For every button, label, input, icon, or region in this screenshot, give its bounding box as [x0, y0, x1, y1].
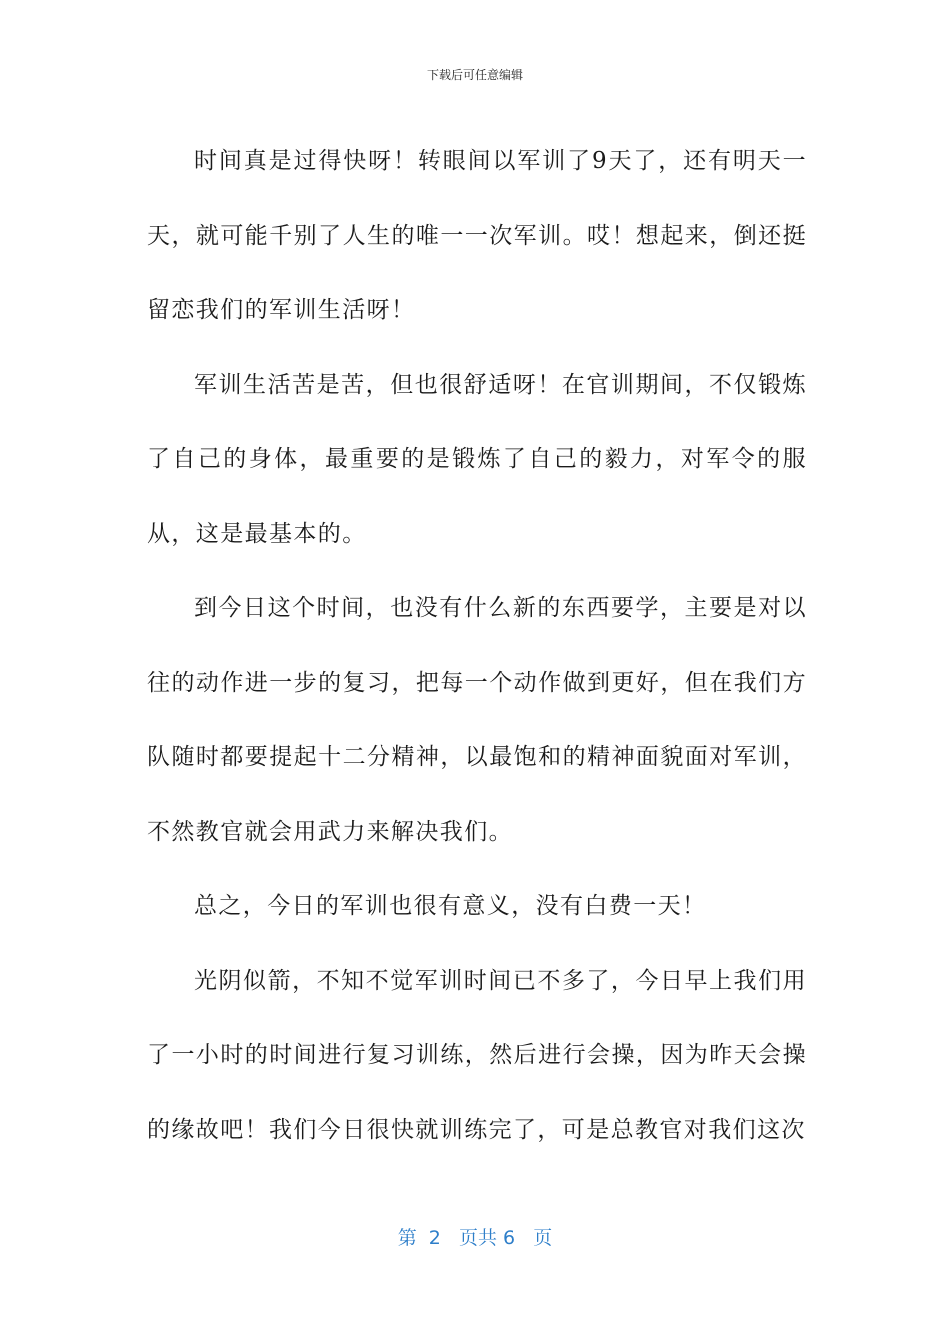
paragraph: 光阴似箭，不知不觉军训时间已不多了，今日早上我们用了一小时的时间进行复习训练，然后进行会操，因为昨天会操的缘故吧！我们今日很快就训练完了，可是总教官对我们这次 — [147, 967, 807, 1143]
paragraph: 到今日这个时间，也没有什么新的东西要学，主要是对以往的动作进一步的复习，把每一个动作做到更好，但在我们方队随时都要提起十二分精神，以最饱和的精神面貌面对军训，不然教官就会用武力来解决我们。 — [147, 595, 807, 845]
header-note: 下载后可任意编辑 — [426, 68, 523, 82]
paragraph: 总之，今日的军训也很有意义，没有白费一天！ — [194, 893, 707, 919]
document-body — [147, 124, 807, 1167]
paragraph: 时间真是过得快呀！转眼间以军训了9天了，还有明天一天，就可能千别了人生的唯一一次军训。哎！想起来，倒还挺留恋我们的军训生活呀！ — [147, 148, 807, 323]
page-number-footer: 第 2 页共 6 页 — [397, 1227, 553, 1249]
paragraph: 军训生活苦是苦，但也很舒适呀！在官训期间，不仅锻炼了自己的身体，最重要的是锻炼了自己的毅力，对军令的服从，这是最基本的。 — [147, 371, 807, 547]
